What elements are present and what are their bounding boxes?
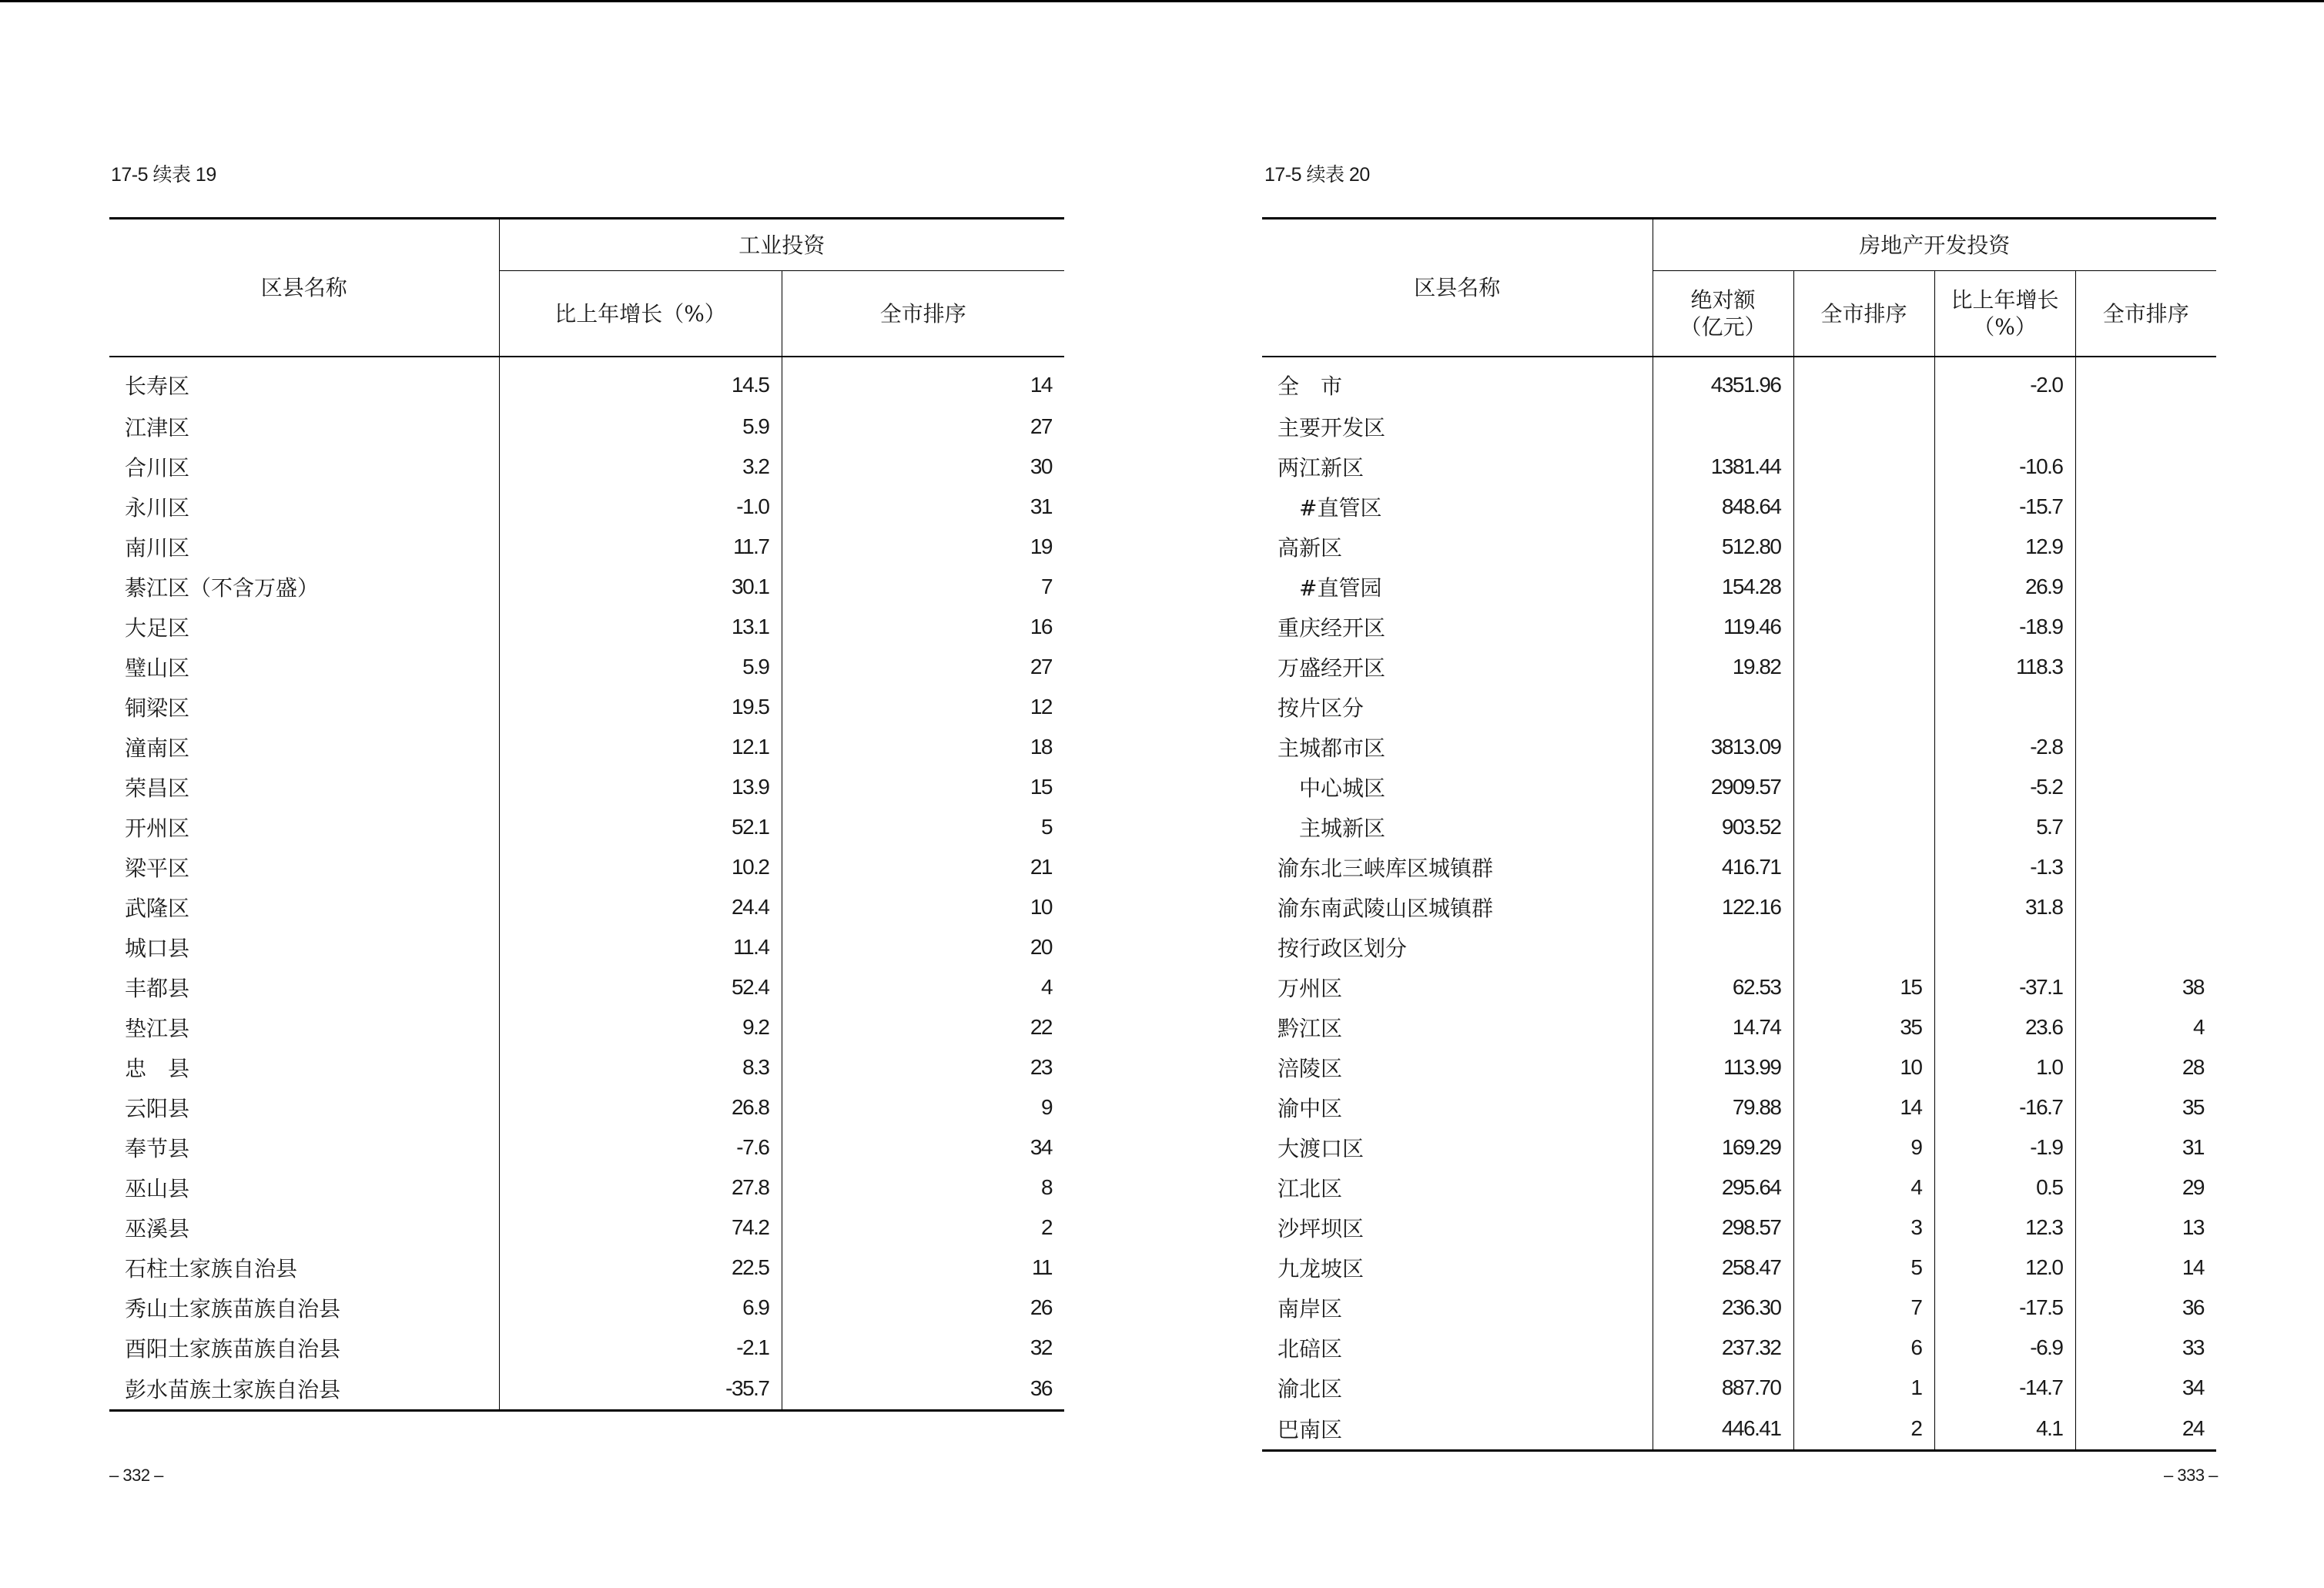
district-name: 九龙坡区 bbox=[1278, 1256, 1365, 1281]
growth-value: -1.0 bbox=[499, 487, 782, 527]
table-row bbox=[1262, 1328, 2216, 1368]
district-name: 万盛经开区 bbox=[1278, 655, 1386, 681]
left-table-body bbox=[109, 357, 1064, 1411]
table-row bbox=[1262, 607, 2216, 647]
amount-value: 19.82 bbox=[1653, 647, 1793, 687]
amount-rank-value bbox=[1793, 607, 1934, 647]
amount-value: 258.47 bbox=[1653, 1248, 1793, 1288]
table-row bbox=[109, 1168, 1064, 1208]
table-row bbox=[1262, 1127, 2216, 1168]
amount-value: 295.64 bbox=[1653, 1168, 1793, 1208]
rank-value: 27 bbox=[782, 647, 1064, 687]
growth-value: 14.5 bbox=[499, 357, 782, 407]
growth-rank-value bbox=[2075, 807, 2216, 847]
rank-value: 9 bbox=[782, 1087, 1064, 1127]
district-name: 梁平区 bbox=[125, 856, 190, 881]
rank-value: 20 bbox=[782, 927, 1064, 967]
growth-rank-value: 4 bbox=[2075, 1007, 2216, 1047]
district-name: 开州区 bbox=[125, 816, 190, 841]
amount-value: 237.32 bbox=[1653, 1328, 1793, 1368]
amount-rank-value bbox=[1793, 487, 1934, 527]
growth-rank-value bbox=[2075, 927, 2216, 967]
district-name: 巫溪县 bbox=[125, 1216, 190, 1241]
growth-rank-value: 38 bbox=[2075, 967, 2216, 1007]
district-name: 江北区 bbox=[1278, 1176, 1343, 1201]
amount-rank-value: 4 bbox=[1793, 1168, 1934, 1208]
table-row bbox=[109, 567, 1064, 607]
growth-value: -2.8 bbox=[1934, 727, 2075, 767]
table-row bbox=[1262, 647, 2216, 687]
table-caption: 17-5 续表 20 bbox=[1264, 164, 1370, 186]
growth-value bbox=[1934, 407, 2075, 447]
rank-value: 11 bbox=[782, 1248, 1064, 1288]
district-name: #直管园 bbox=[1299, 575, 1382, 601]
growth-value: 30.1 bbox=[499, 567, 782, 607]
rank-value: 31 bbox=[782, 487, 1064, 527]
table-row bbox=[1262, 1248, 2216, 1288]
district-name: 奉节县 bbox=[125, 1136, 190, 1161]
district-name: 荣昌区 bbox=[125, 776, 190, 801]
amount-value: 887.70 bbox=[1653, 1368, 1793, 1408]
amount-rank-value: 3 bbox=[1793, 1208, 1934, 1248]
growth-value: 11.7 bbox=[499, 527, 782, 567]
district-name: 璧山区 bbox=[125, 655, 190, 681]
district-name: 彭水苗族土家族自治县 bbox=[109, 1368, 499, 1411]
growth-value: 11.4 bbox=[499, 927, 782, 967]
district-name: 渝东南武陵山区城镇群 bbox=[1278, 896, 1494, 921]
growth-value: -1.9 bbox=[1934, 1127, 2075, 1168]
growth-rank-value bbox=[2075, 487, 2216, 527]
amount-value: 416.71 bbox=[1653, 847, 1793, 887]
growth-rank-value bbox=[2075, 407, 2216, 447]
amount-value: 1381.44 bbox=[1653, 447, 1793, 487]
district-name: 涪陵区 bbox=[1278, 1056, 1343, 1081]
district-name: 按片区分 bbox=[1278, 695, 1365, 721]
header-growth-rate: 比上年增长（%） bbox=[499, 271, 782, 357]
rank-value: 30 bbox=[782, 447, 1064, 487]
amount-rank-value bbox=[1793, 847, 1934, 887]
amount-rank-value: 7 bbox=[1793, 1288, 1934, 1328]
table-row bbox=[109, 1368, 1064, 1411]
amount-rank-value bbox=[1793, 687, 1934, 727]
table-row bbox=[109, 967, 1064, 1007]
table-row bbox=[1262, 887, 2216, 927]
amount-rank-value bbox=[1793, 407, 1934, 447]
district-name: 武隆区 bbox=[125, 896, 190, 921]
table-row bbox=[109, 1208, 1064, 1248]
table-row bbox=[109, 447, 1064, 487]
growth-rank-value bbox=[2075, 527, 2216, 567]
amount-value: 169.29 bbox=[1653, 1127, 1793, 1168]
rank-value: 4 bbox=[782, 967, 1064, 1007]
table-row bbox=[1262, 407, 2216, 447]
real-estate-investment-table bbox=[1262, 217, 2216, 1452]
growth-value: 52.1 bbox=[499, 807, 782, 847]
table-row bbox=[1262, 807, 2216, 847]
table-row bbox=[109, 1127, 1064, 1168]
amount-value bbox=[1653, 407, 1793, 447]
growth-value: 26.9 bbox=[1934, 567, 2075, 607]
amount-value: 119.46 bbox=[1653, 607, 1793, 647]
table-row bbox=[1262, 1208, 2216, 1248]
amount-value: 122.16 bbox=[1653, 887, 1793, 927]
table-row bbox=[109, 527, 1064, 567]
amount-value: 236.30 bbox=[1653, 1288, 1793, 1328]
amount-value: 903.52 bbox=[1653, 807, 1793, 847]
table-row bbox=[1262, 727, 2216, 767]
growth-rank-value bbox=[2075, 687, 2216, 727]
growth-value: 9.2 bbox=[499, 1007, 782, 1047]
growth-rank-value bbox=[2075, 767, 2216, 807]
amount-rank-value: 6 bbox=[1793, 1328, 1934, 1368]
growth-value bbox=[1934, 687, 2075, 727]
table-row bbox=[109, 1047, 1064, 1087]
amount-rank-value bbox=[1793, 357, 1934, 407]
amount-rank-value bbox=[1793, 887, 1934, 927]
amount-rank-value bbox=[1793, 567, 1934, 607]
district-name: 石柱土家族自治县 bbox=[125, 1256, 298, 1281]
amount-rank-value bbox=[1793, 807, 1934, 847]
growth-value: 24.4 bbox=[499, 887, 782, 927]
growth-value: 13.9 bbox=[499, 767, 782, 807]
header-district-name: 区县名称 bbox=[1262, 219, 1653, 357]
rank-value: 16 bbox=[782, 607, 1064, 647]
district-name: 主城都市区 bbox=[1278, 735, 1386, 761]
header-amount-rank: 全市排序 bbox=[1793, 271, 1934, 357]
table-caption: 17-5 续表 19 bbox=[111, 164, 216, 186]
table-row bbox=[109, 927, 1064, 967]
rank-value: 34 bbox=[782, 1127, 1064, 1168]
district-name: 垫江县 bbox=[125, 1016, 190, 1041]
table-row bbox=[109, 487, 1064, 527]
header-industrial-investment: 工业投资 bbox=[499, 219, 1064, 271]
growth-value: 23.6 bbox=[1934, 1007, 2075, 1047]
growth-rank-value: 34 bbox=[2075, 1368, 2216, 1408]
table-row bbox=[109, 1087, 1064, 1127]
district-name: 万州区 bbox=[1278, 976, 1343, 1001]
amount-rank-value: 14 bbox=[1793, 1087, 1934, 1127]
district-name: 主要开发区 bbox=[1278, 415, 1386, 441]
growth-value bbox=[1934, 927, 2075, 967]
district-name: 忠 县 bbox=[125, 1056, 190, 1081]
district-name: 高新区 bbox=[1278, 535, 1343, 561]
growth-value: -2.0 bbox=[1934, 357, 2075, 407]
table-row bbox=[1262, 567, 2216, 607]
table-row bbox=[109, 407, 1064, 447]
growth-value: -2.1 bbox=[499, 1328, 782, 1368]
table-row bbox=[1262, 487, 2216, 527]
growth-rank-value bbox=[2075, 357, 2216, 407]
district-name: 合川区 bbox=[125, 455, 190, 481]
growth-value: 5.7 bbox=[1934, 807, 2075, 847]
table-row bbox=[1262, 767, 2216, 807]
table-row bbox=[109, 1328, 1064, 1368]
growth-rank-value: 24 bbox=[2075, 1408, 2216, 1451]
growth-value: 27.8 bbox=[499, 1168, 782, 1208]
amount-rank-value: 35 bbox=[1793, 1007, 1934, 1047]
growth-rank-value bbox=[2075, 887, 2216, 927]
growth-rank-value: 14 bbox=[2075, 1248, 2216, 1288]
district-name: 潼南区 bbox=[125, 735, 190, 761]
growth-value: 6.9 bbox=[499, 1288, 782, 1328]
district-name: 渝中区 bbox=[1278, 1096, 1343, 1121]
growth-value: 0.5 bbox=[1934, 1168, 2075, 1208]
table-row bbox=[109, 647, 1064, 687]
rank-value: 36 bbox=[782, 1368, 1064, 1411]
amount-value: 512.80 bbox=[1653, 527, 1793, 567]
right-page bbox=[1162, 0, 2324, 1588]
header-real-estate-investment: 房地产开发投资 bbox=[1653, 219, 2216, 271]
amount-rank-value bbox=[1793, 727, 1934, 767]
rank-value: 2 bbox=[782, 1208, 1064, 1248]
growth-value: 10.2 bbox=[499, 847, 782, 887]
right-table-body bbox=[1262, 357, 2216, 1451]
table-row bbox=[1262, 357, 2216, 407]
district-name: 南川区 bbox=[125, 535, 190, 561]
header-growth-rate: 比上年增长 （%） bbox=[1934, 271, 2075, 357]
district-name: 全 市 bbox=[1278, 374, 1343, 399]
amount-rank-value: 15 bbox=[1793, 967, 1934, 1007]
amount-value: 848.64 bbox=[1653, 487, 1793, 527]
district-name: 中心城区 bbox=[1299, 776, 1386, 801]
rank-value: 10 bbox=[782, 887, 1064, 927]
growth-rank-value bbox=[2075, 607, 2216, 647]
growth-value: -7.6 bbox=[499, 1127, 782, 1168]
district-name: 北碚区 bbox=[1278, 1336, 1343, 1362]
table-row bbox=[1262, 927, 2216, 967]
growth-rank-value bbox=[2075, 567, 2216, 607]
growth-value: 19.5 bbox=[499, 687, 782, 727]
table-row bbox=[1262, 447, 2216, 487]
amount-value: 298.57 bbox=[1653, 1208, 1793, 1248]
amount-value: 4351.96 bbox=[1653, 357, 1793, 407]
growth-value: 8.3 bbox=[499, 1047, 782, 1087]
growth-rank-value: 28 bbox=[2075, 1047, 2216, 1087]
amount-value: 62.53 bbox=[1653, 967, 1793, 1007]
rank-value: 27 bbox=[782, 407, 1064, 447]
page-number: – 332 – bbox=[109, 1466, 163, 1485]
rank-value: 15 bbox=[782, 767, 1064, 807]
header-city-rank: 全市排序 bbox=[782, 271, 1064, 357]
table-row bbox=[109, 1288, 1064, 1328]
rank-value: 5 bbox=[782, 807, 1064, 847]
amount-rank-value: 5 bbox=[1793, 1248, 1934, 1288]
table-row bbox=[1262, 1368, 2216, 1408]
district-name: 主城新区 bbox=[1299, 816, 1386, 841]
district-name: 巫山县 bbox=[125, 1176, 190, 1201]
rank-value: 14 bbox=[782, 357, 1064, 407]
amount-value bbox=[1653, 927, 1793, 967]
growth-value: 13.1 bbox=[499, 607, 782, 647]
amount-value bbox=[1653, 687, 1793, 727]
district-name: 黔江区 bbox=[1278, 1016, 1343, 1041]
growth-rank-value: 13 bbox=[2075, 1208, 2216, 1248]
district-name: 按行政区划分 bbox=[1278, 936, 1408, 961]
growth-value: -1.3 bbox=[1934, 847, 2075, 887]
district-name: 城口县 bbox=[125, 936, 190, 961]
district-name: 沙坪坝区 bbox=[1278, 1216, 1365, 1241]
industrial-investment-table bbox=[109, 217, 1064, 1412]
table-row bbox=[1262, 1408, 2216, 1451]
amount-rank-value: 1 bbox=[1793, 1368, 1934, 1408]
rank-value: 26 bbox=[782, 1288, 1064, 1328]
rank-value: 8 bbox=[782, 1168, 1064, 1208]
district-name: 大渡口区 bbox=[1278, 1136, 1365, 1161]
header-absolute-amount: 绝对额 （亿元） bbox=[1653, 271, 1793, 357]
growth-rank-value: 29 bbox=[2075, 1168, 2216, 1208]
amount-value: 113.99 bbox=[1653, 1047, 1793, 1087]
growth-value: -16.7 bbox=[1934, 1087, 2075, 1127]
growth-rank-value bbox=[2075, 647, 2216, 687]
table-row bbox=[1262, 687, 2216, 727]
table-row bbox=[109, 357, 1064, 407]
growth-rank-value: 33 bbox=[2075, 1328, 2216, 1368]
growth-value: 5.9 bbox=[499, 407, 782, 447]
growth-rank-value: 36 bbox=[2075, 1288, 2216, 1328]
table-row bbox=[109, 1248, 1064, 1288]
amount-rank-value bbox=[1793, 927, 1934, 967]
growth-rank-value bbox=[2075, 847, 2216, 887]
rank-value: 22 bbox=[782, 1007, 1064, 1047]
growth-value: -6.9 bbox=[1934, 1328, 2075, 1368]
growth-value: 118.3 bbox=[1934, 647, 2075, 687]
table-row bbox=[1262, 1288, 2216, 1328]
district-name: #直管区 bbox=[1299, 495, 1382, 521]
amount-rank-value: 2 bbox=[1793, 1408, 1934, 1451]
table-row bbox=[1262, 967, 2216, 1007]
district-name: 永川区 bbox=[125, 495, 190, 521]
table-row bbox=[109, 847, 1064, 887]
growth-value: 26.8 bbox=[499, 1087, 782, 1127]
growth-value: -10.6 bbox=[1934, 447, 2075, 487]
growth-value: -18.9 bbox=[1934, 607, 2075, 647]
growth-rank-value bbox=[2075, 727, 2216, 767]
growth-value: -15.7 bbox=[1934, 487, 2075, 527]
district-name: 铜梁区 bbox=[125, 695, 190, 721]
district-name: 重庆经开区 bbox=[1278, 615, 1386, 641]
table-row bbox=[109, 1007, 1064, 1047]
header-growth-rank: 全市排序 bbox=[2075, 271, 2216, 357]
growth-value: 74.2 bbox=[499, 1208, 782, 1248]
page-number: – 333 – bbox=[2164, 1466, 2218, 1485]
amount-rank-value: 9 bbox=[1793, 1127, 1934, 1168]
growth-value: 52.4 bbox=[499, 967, 782, 1007]
amount-value: 154.28 bbox=[1653, 567, 1793, 607]
growth-value: -14.7 bbox=[1934, 1368, 2075, 1408]
district-name: 两江新区 bbox=[1278, 455, 1365, 481]
amount-value: 14.74 bbox=[1653, 1007, 1793, 1047]
amount-value: 446.41 bbox=[1653, 1408, 1793, 1451]
growth-value: -37.1 bbox=[1934, 967, 2075, 1007]
growth-value: -35.7 bbox=[499, 1368, 782, 1411]
growth-value: 22.5 bbox=[499, 1248, 782, 1288]
district-name: 丰都县 bbox=[125, 976, 190, 1001]
district-name: 云阳县 bbox=[125, 1096, 190, 1121]
growth-value: 4.1 bbox=[1934, 1408, 2075, 1451]
table-row bbox=[109, 687, 1064, 727]
rank-value: 32 bbox=[782, 1328, 1064, 1368]
rank-value: 21 bbox=[782, 847, 1064, 887]
amount-rank-value: 10 bbox=[1793, 1047, 1934, 1087]
growth-value: -17.5 bbox=[1934, 1288, 2075, 1328]
header-district-name: 区县名称 bbox=[109, 219, 499, 357]
table-row bbox=[1262, 1047, 2216, 1087]
table-row bbox=[109, 887, 1064, 927]
growth-value: 31.8 bbox=[1934, 887, 2075, 927]
district-name: 大足区 bbox=[125, 615, 190, 641]
table-row bbox=[1262, 1087, 2216, 1127]
district-name: 酉阳土家族苗族自治县 bbox=[125, 1336, 341, 1362]
district-name: 渝东北三峡库区城镇群 bbox=[1278, 856, 1494, 881]
table-row bbox=[109, 727, 1064, 767]
table-row bbox=[1262, 527, 2216, 567]
district-name: 江津区 bbox=[125, 415, 190, 441]
rank-value: 19 bbox=[782, 527, 1064, 567]
growth-value: 3.2 bbox=[499, 447, 782, 487]
rank-value: 7 bbox=[782, 567, 1064, 607]
growth-value: 1.0 bbox=[1934, 1047, 2075, 1087]
table-row bbox=[1262, 1168, 2216, 1208]
rank-value: 23 bbox=[782, 1047, 1064, 1087]
table-row bbox=[109, 607, 1064, 647]
rank-value: 18 bbox=[782, 727, 1064, 767]
amount-rank-value bbox=[1793, 527, 1934, 567]
growth-rank-value: 35 bbox=[2075, 1087, 2216, 1127]
growth-value: 12.1 bbox=[499, 727, 782, 767]
growth-value: -5.2 bbox=[1934, 767, 2075, 807]
district-name: 长寿区 bbox=[125, 374, 190, 399]
growth-value: 12.0 bbox=[1934, 1248, 2075, 1288]
amount-rank-value bbox=[1793, 647, 1934, 687]
district-name: 綦江区（不含万盛） bbox=[125, 575, 320, 601]
district-name: 巴南区 bbox=[1262, 1408, 1653, 1451]
district-name: 秀山土家族苗族自治县 bbox=[125, 1296, 341, 1322]
amount-value: 3813.09 bbox=[1653, 727, 1793, 767]
growth-value: 12.3 bbox=[1934, 1208, 2075, 1248]
table-row bbox=[1262, 847, 2216, 887]
amount-rank-value bbox=[1793, 767, 1934, 807]
growth-rank-value: 31 bbox=[2075, 1127, 2216, 1168]
amount-value: 79.88 bbox=[1653, 1087, 1793, 1127]
growth-rank-value bbox=[2075, 447, 2216, 487]
rank-value: 12 bbox=[782, 687, 1064, 727]
table-row bbox=[1262, 1007, 2216, 1047]
district-name: 南岸区 bbox=[1278, 1296, 1343, 1322]
district-name: 渝北区 bbox=[1278, 1376, 1343, 1402]
growth-value: 12.9 bbox=[1934, 527, 2075, 567]
table-row bbox=[109, 767, 1064, 807]
growth-value: 5.9 bbox=[499, 647, 782, 687]
amount-rank-value bbox=[1793, 447, 1934, 487]
table-row bbox=[109, 807, 1064, 847]
amount-value: 2909.57 bbox=[1653, 767, 1793, 807]
